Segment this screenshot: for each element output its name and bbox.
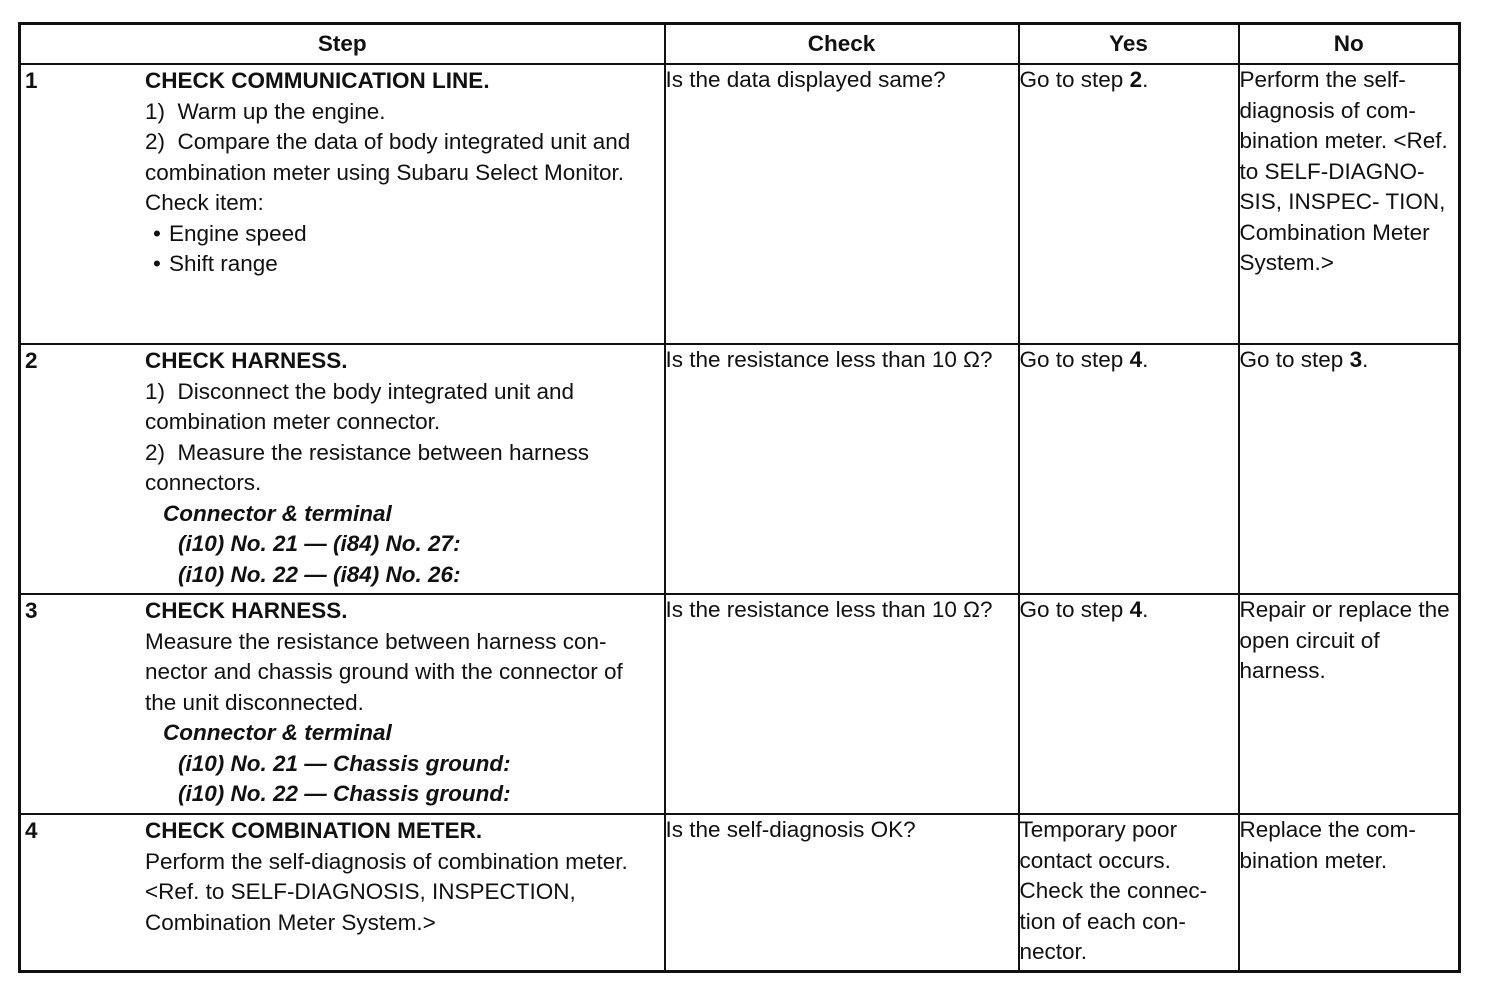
no-cell: Perform the self-diagnosis of com- bination meter. <Ref. to SELF-DIAGNO- SIS, INSPEC- TION, Combination Meter System.> [1239,64,1460,344]
step-number: 1 [25,68,38,93]
spec-title: Connector & terminal [163,500,392,526]
yes-cell: Temporary poor contact occurs. Check the connec- tion of each con- nector. [1019,814,1239,971]
step-instruction: Perform the self-diagnosis of combination meter. <Ref. to SELF-DIAGNOSIS, INSPECTION, Combination Meter System.> [145,848,628,935]
yes-cell: Go to step 4. [1019,594,1239,814]
spec-title: Connector & terminal [163,720,392,745]
step-cell [20,344,665,594]
bullet-item: • Engine speed [145,219,660,250]
header-row [20,24,1460,65]
table-row-step-4 [20,814,1460,971]
check-cell: Is the self-diagnosis OK? [665,814,1019,971]
step-instruction: 2) Measure the resistance between harness connectors. [145,439,589,495]
check-cell: Is the data displayed same? [665,64,1019,344]
table-row-step-3 [20,594,1460,814]
header-no: No [1239,24,1460,65]
diagnostic-table [18,22,1461,973]
step-number: 2 [25,348,38,373]
header-yes: Yes [1019,24,1239,65]
no-cell: Go to step 3. [1239,344,1460,594]
step-cell [20,64,665,344]
step-instruction: 1) Disconnect the body integrated unit and combination meter connector. [145,378,575,434]
check-cell: Is the resistance less than 10 Ω? [665,594,1019,814]
no-cell: Repair or replace the open circuit of harness. [1239,594,1460,814]
yes-cell: Go to step 2. [1019,64,1239,344]
step-title: CHECK HARNESS. [145,598,348,623]
step-title: CHECK HARNESS. [145,348,348,373]
step-title: CHECK COMBINATION METER. [145,818,483,843]
step-instruction: 2) Compare the data of body integrated unit and combination meter using Subaru Select Monitor. [145,129,631,185]
yes-cell: Go to step 4. [1019,344,1239,594]
step-cell [20,814,665,971]
spec-line: (i10) No. 22 — Chassis ground: [178,781,511,806]
step-cell [20,594,665,814]
spec-line: (i10) No. 21 — (i84) No. 27: [178,531,461,556]
step-number: 3 [25,598,38,623]
spec-line: (i10) No. 22 — (i84) No. 26: [178,561,461,587]
header-check: Check [665,24,1019,65]
spec-line: (i10) No. 21 — Chassis ground: [178,750,511,776]
step-instruction: 1) Warm up the engine. [145,98,386,124]
table-row-step-1 [20,64,1460,344]
step-number: 4 [25,818,38,843]
header-step: Step [20,24,665,65]
step-instruction: Measure the resistance between harness con- nector and chassis ground with the connector of the unit disconnected. [145,628,623,715]
step-title: CHECK COMMUNICATION LINE. [145,68,490,93]
bullet-item: • Shift range [145,249,660,280]
table-row-step-2 [20,344,1460,594]
check-cell: Is the resistance less than 10 Ω? [665,344,1019,594]
no-cell: Replace the com- bination meter. [1239,814,1460,971]
step-instruction: Check item: [145,190,264,215]
